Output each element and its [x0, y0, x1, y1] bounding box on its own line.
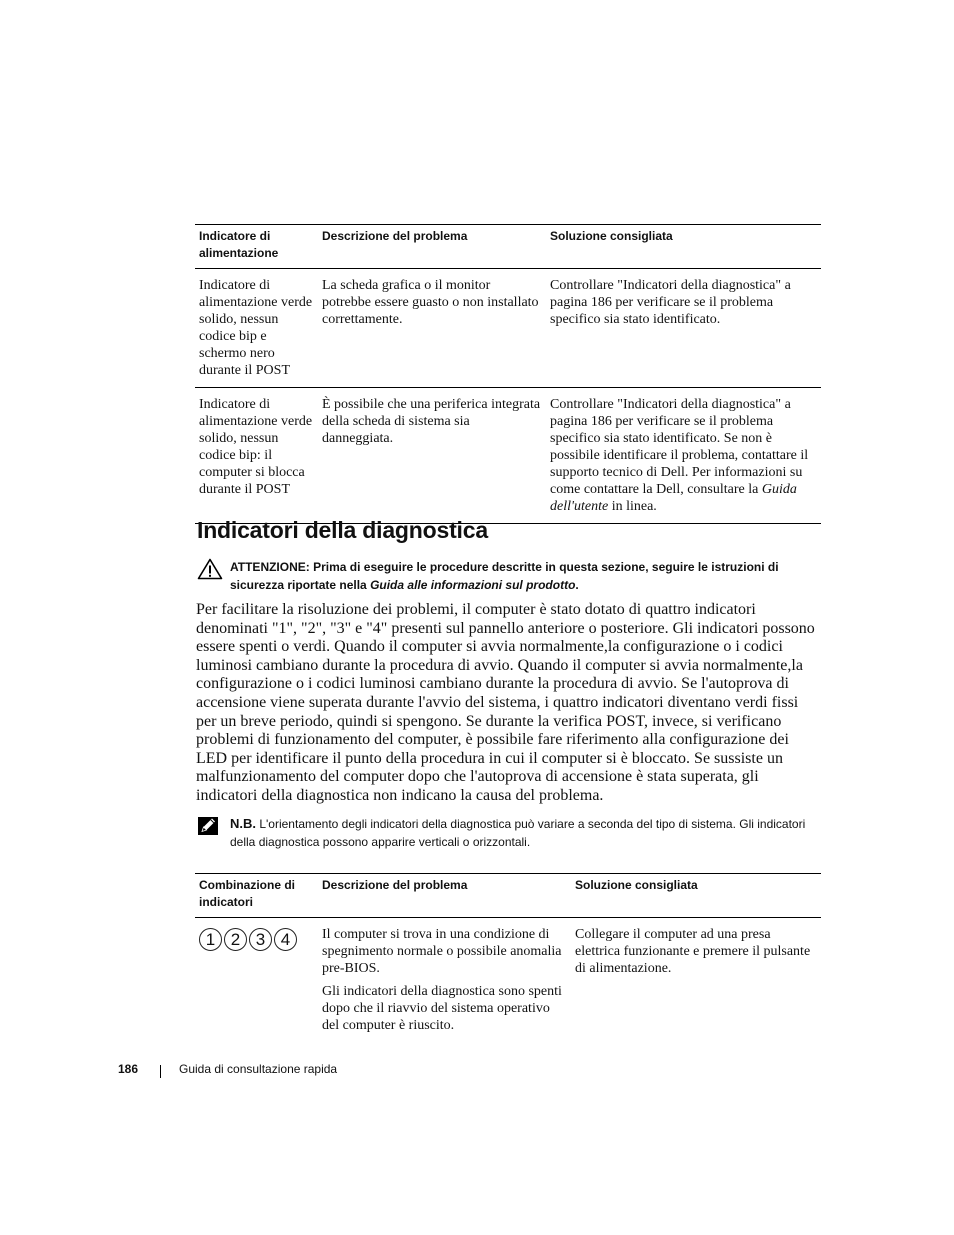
problem-cell: [318, 918, 571, 1049]
solution-cell: [546, 388, 821, 524]
column-header-solution: Soluzione consigliata: [575, 878, 698, 892]
solution-text: Controllare "Indicatori della diagnostica" a pagina 186 per verificare se il problema specifico sia stato identificato. Se non è possibile identificare il problema, contattare il supporto tecnico di Dell. Per informazioni su come contattare la Dell, consultare la: [550, 397, 809, 497]
column-header-problem: Descrizione del problema: [322, 229, 468, 243]
column-header-problem: Descrizione del problema: [322, 878, 468, 892]
table-header-row: [195, 225, 821, 269]
led-off-icon-3: 3: [249, 928, 272, 951]
table-row: [195, 269, 821, 388]
led-combination-cell: [195, 918, 318, 1049]
led-off-icon-4: 4: [274, 928, 297, 951]
column-header-solution: Soluzione consigliata: [550, 229, 673, 243]
problem-cell: La scheda grafica o il monitor potrebbe essere guasto o non installato correttamente.: [322, 278, 539, 327]
problem-text-2: Gli indicatori della diagnostica sono spenti dopo che il riavvio del sistema operativo del computer è riuscito.: [322, 984, 562, 1033]
section-title: Indicatori della diagnostica: [197, 517, 488, 543]
footer-title: Guida di consultazione rapida: [179, 1062, 338, 1076]
warning-text: Prima di eseguire le procedure descritte in questa sezione, seguire le istruzioni di sicurezza riportate nella: [230, 560, 779, 592]
warning-label: ATTENZIONE:: [230, 560, 310, 574]
table-header-row: [195, 874, 821, 918]
led-off-icon-2: 2: [224, 928, 247, 951]
solution-cell: Collegare il computer ad una presa elettrica funzionante e premere il pulsante di alimentazione.: [575, 927, 811, 976]
note-label: N.B.: [230, 816, 256, 831]
product-info-guide-reference: Guida alle informazioni sul prodotto: [370, 578, 576, 592]
warning-end: .: [575, 578, 579, 592]
column-header-combination: Combinazione di indicatori: [199, 878, 295, 909]
note-text: L'orientamento degli indicatori della diagnostica può variare a seconda del tipo di sistema. Gli indicatori della diagnostica possono apparire verticali o orizzontali.: [230, 817, 806, 849]
table-row: [195, 918, 821, 1049]
led-indicators: [199, 926, 314, 951]
warning-triangle-icon: [197, 558, 223, 580]
power-indicator-table: [195, 224, 821, 524]
pencil-note-icon: [197, 816, 219, 836]
problem-text-1: Il computer si trova in una condizione di spegnimento normale o possibile anomalia pre-BIOS.: [322, 927, 562, 976]
column-header-indicator: Indicatore di alimentazione: [199, 229, 279, 260]
note-callout: [197, 815, 817, 851]
solution-text-end: in linea.: [608, 499, 657, 514]
warning-callout: [197, 558, 817, 594]
led-off-icon-1: 1: [199, 928, 222, 951]
body-paragraph: Per facilitare la risoluzione dei problemi, il computer è stato dotato di quattro indicatori denominati "1", "2", "3" e "4" presenti sul pannello anteriore o posteriore. Gli indicatori possono essere spenti o verdi. Quando il computer si avvia normalmente,la configurazione o i codici luminosi cambiano durante la procedura di avvio. Quando il computer si avvia normalmente,la configurazione o i codici luminosi cambiano durante la procedura di avvio. Se l'autoprova di accensione viene superata durante l'avvio del sistema, i quattro indicatori diventano verdi fissi per un breve periodo, quindi si spengono. Se durante la verifica POST, invece, si verificano problemi di funzionamento del computer, è possibile fare riferimento alla configurazione dei LED per identificare il punto della procedura in cui il computer si è bloccato. Se sussiste un malfunzionamento del computer dopo che l'autoprova di accensione è stata superata, gli indicatori della diagnostica non indicano la causa del problema.: [196, 601, 815, 804]
table-row: [195, 388, 821, 524]
indicator-cell: Indicatore di alimentazione verde solido, nessun codice bip: il computer si blocca durante il POST: [199, 397, 313, 497]
diagnostic-indicator-table: [195, 873, 821, 1048]
footer-divider: [160, 1065, 161, 1078]
page-number: 186: [118, 1062, 139, 1076]
user-guide-reference: Guida dell'utente: [550, 482, 797, 514]
indicator-cell: Indicatore di alimentazione verde solido, nessun codice bip e schermo nero durante il POST: [199, 278, 313, 378]
solution-cell: Controllare "Indicatori della diagnostica" a pagina 186 per verificare se il problema specifico sia stato identificato.: [550, 278, 791, 327]
problem-cell: È possibile che una periferica integrata della scheda di sistema sia danneggiata.: [322, 397, 541, 446]
